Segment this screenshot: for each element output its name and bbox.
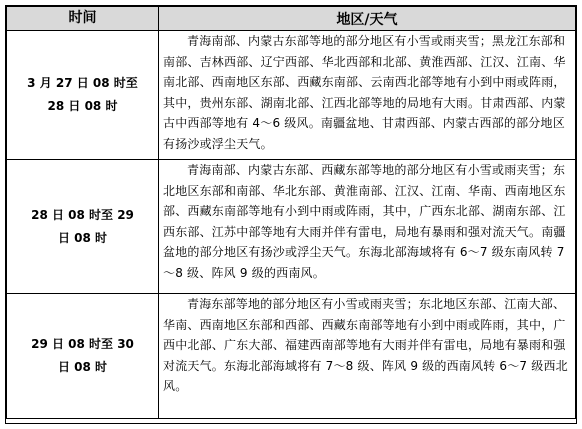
time-line: 日 08 时: [57, 230, 108, 245]
table-row: [7, 160, 576, 294]
weather-description: 青海南部、内蒙古东部、西藏东部等地的部分地区有小雪或雨夹雪；东北地区东部和南部、华北东部、黄淮南部、江汉、江南、华南、西南地区东部、西藏东南部等地有小到中雨或阵雨，其中，广西东北部、湖南东部、江西东部、江苏中部等地有大雨并伴有雷电，局地有暴雨和强对流天气。南疆盆地的部分地区有扬沙或浮尘天气。东海北部海域将有 6～7 级东南风转 7～8 级、阵风 9 级的西南风。: [159, 160, 576, 294]
weather-description: 青海东部等地的部分地区有小雪或雨夹雪；东北地区东部、江南大部、华南、西南地区东部和西部、西藏东南部等地有小到中雨或阵雨，其中，广西中北部、广东大部、福建西南部等地有大雨并伴有雷电，局地有暴雨和强对流天气。东海北部海域将有 7～8 级、阵风 9 级的西南风转 6～7 级西北风。: [159, 294, 576, 419]
time-line: 28 日 08 时: [47, 99, 118, 113]
table-row: [7, 31, 576, 160]
header-time: 时间: [7, 7, 159, 31]
time-line: 3 月 27 日 08 时至: [27, 76, 138, 90]
time-line: 28 日 08 时至 29: [31, 207, 134, 222]
header-row: [7, 7, 576, 31]
forecast-table-frame: [5, 5, 577, 424]
time-cell: [7, 160, 159, 294]
time-line: 日 08 时: [57, 360, 108, 374]
weather-description: 青海南部、内蒙古东部等地的部分地区有小雪或雨夹雪；黑龙江东部和南部、吉林西部、辽宁西部、华北西部和北部、黄淮西部、江汉、江南、华南北部、西南地区东部、西藏东南部、云南西北部等地有小到中雨或阵雨，其中，贵州东部、湖南北部、江西北部等地的局地有大雨。甘肃西部、内蒙古中西部等地有 4～6 级风。南疆盆地、甘肃西部、内蒙古西部的部分地区有扬沙或浮尘天气。: [159, 31, 576, 160]
header-area-weather: 地区/天气: [159, 7, 576, 31]
time-cell: [7, 294, 159, 419]
time-line: 29 日 08 时至 30: [31, 337, 134, 351]
forecast-table: [6, 6, 576, 419]
time-cell: [7, 31, 159, 160]
table-row: [7, 294, 576, 419]
